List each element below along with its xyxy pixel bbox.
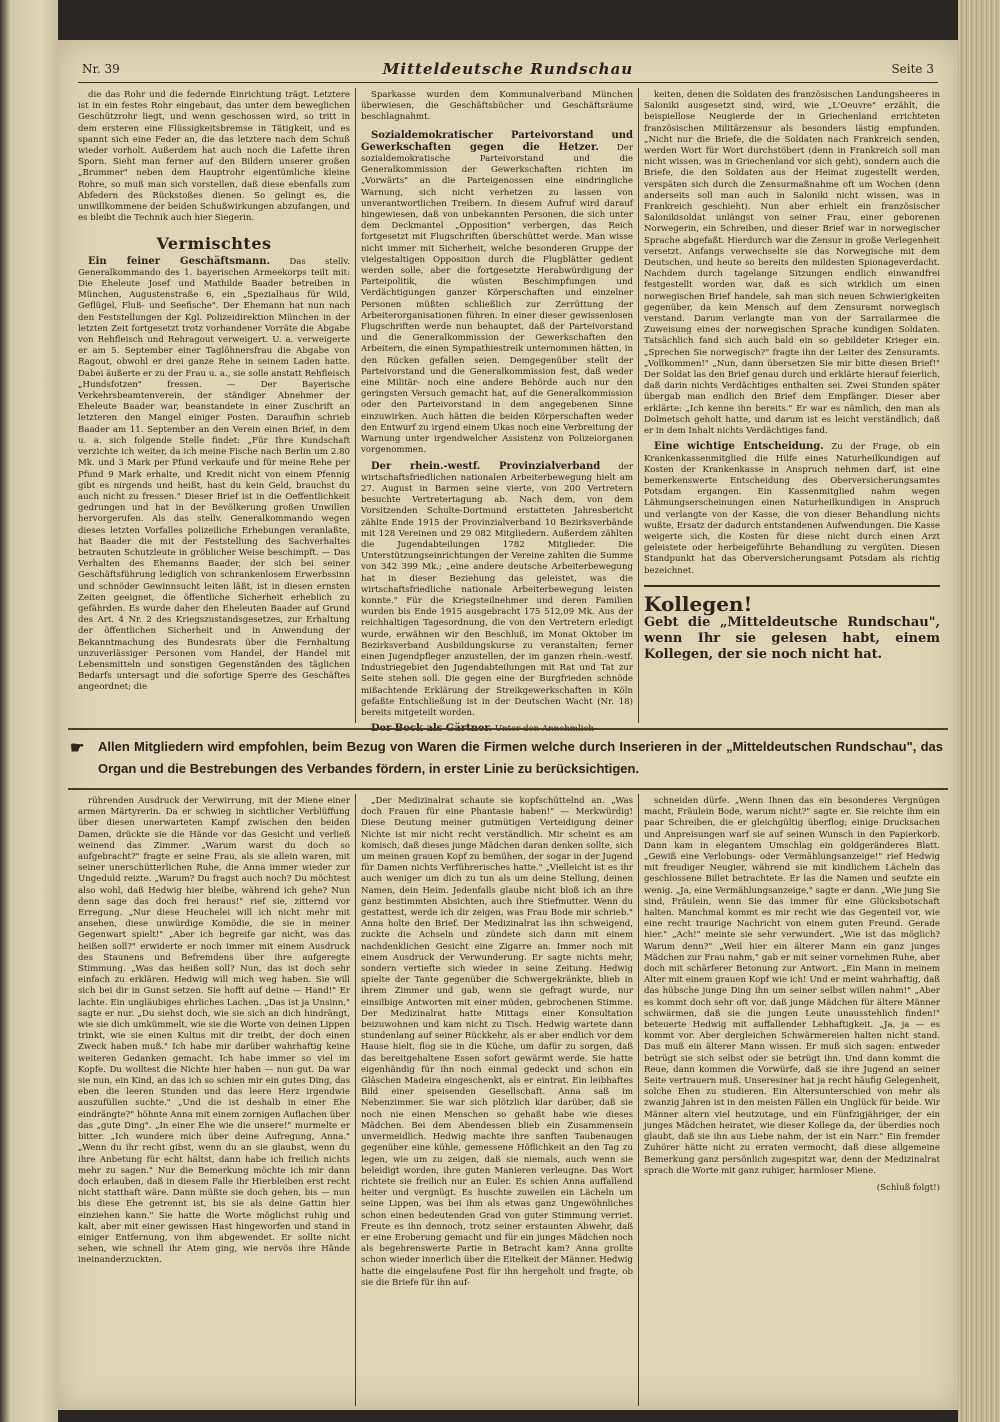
newspaper-page [58, 40, 958, 1410]
top-column-1 [78, 90, 350, 720]
top-column-2 [361, 90, 633, 720]
pointing-hand-icon: ☛ [70, 738, 85, 757]
members-notice-banner [68, 732, 948, 786]
article-heading: Sozialdemokratischer Parteivorstand und Gewerkschaften gegen die Hetzer. [361, 129, 633, 153]
story-text: schneiden dürfe. „Wenn Ihnen das ein besonderes Vergnügen macht, Fräulein Bode, warum nicht?" sagte er. Sie reichte ihm ein paar Schreiben, die er gleichgültig überflog; einige Drucksachen und Anpreisungen warf sie auf seinen Wunsch in den Papierkorb. Dann kam in elegantem Umschlag ein goldgeränderes Blatt. „Gewiß eine Verlobungs- oder Vermählungsanzeige!" rief Hedwig mit freudiger Neugier, während sie mit kindlichem Lächeln das geschlossene Billet betrachtete. Er las die Namen und seufzte ein wenig. „Ja, eine Vermählungsanzeige," sagte er dann. „Wie jung Sie sind, Fräulein, wenn Sie das immer für eine Glücksbotschaft halten. Manchmal kommt es mir recht wie das Gegenteil vor, wie eine recht traurige Nachricht von einem guten Freund. Gerade hier." „Ach!" meinte sie sehr verwundert. „Wie ist das möglich? Warum denn?" „Weil hier ein älterer Mann ein ganz junges Mädchen zur Frau nahm," gab er mit seiner vornehmen Ruhe, aber doch mit schärferer Betonung zur Antwort. „Ein Mann in meinem Alter mit einem grauen Kopf wie ich! Und er meint wahrhaftig, daß das hübsche junge Ding ihn um seiner selbst willen nahm!" „Aber es kommt doch sehr oft vor, daß junge Mädchen für ältere Männer schwärmen, daß sie die jungen Leute unausstehlich finden!" beteuerte Hedwig mit auffallender Lebhaftigkeit. „Ja, ja — es kommt vor. Aber dergleichen Schwärmereien halten nicht stand. Das muß ein älterer Mann wissen. Er muß sich sagen: entweder betrügt sie sich selbst oder sie betrügt ihn. Und dann kommt die Reue, dann kommen die Vorwürfe, daß sie ihre Jugend an seiner Seite vertrauern muß. Unseresiner hat ja recht häufig Gelegenheit, solche Ehen zu studieren. Ein Altersunterschied von mehr als zwanzig Jahren ist in den meisten Fällen ein Unglück für beide. Wir Männer altern viel heutzutage, und ein Fünfzigjähriger, der ein junges Mädchen heiratet, wie dieser Kollege da, der überdies noch glaubt, daß sie ihn aus Liebe nahm, der ist ein Narr." Ein fremder Zuhörer hätte nicht zu erraten vermocht, daß diese allgemeine Bemerkung ganz persönlich zugespitzt war, denn der Medizinalrat sprach die Worte mit ganz ruhiger, harmloser Miene. [644, 796, 941, 1176]
article-continued: Sparkasse wurden dem Kommunalverband München überwiesen, die Geschäftsbücher und Geschäftsräume beschlagnahmt. [361, 90, 633, 123]
kollegen-ad [644, 585, 940, 663]
issue-number: Nr. 39 [82, 62, 120, 76]
story-column-2 [361, 796, 633, 1406]
article-heading: Eine wichtige Entscheidung. [654, 441, 824, 453]
story-column-1 [78, 796, 350, 1406]
right-page-edges [958, 0, 1000, 1422]
masthead-title: Mitteldeutsche Rundschau [382, 60, 634, 78]
ad-text: Gebt die „Mitteldeutsche Rundschau", wenn Ihr sie gelesen habt, einem Kollegen, der sie noch nicht hat. [644, 614, 940, 662]
banner-text: Allen Mitgliedern wird empfohlen, beim Bezug von Waren die Firmen welche durch Inserieren in der „Mitteldeutschen Rundschau", das Organ und die Bestrebungen des Verbandes fördern, in erster Linie zu berücksichtigen. [98, 739, 943, 776]
page-number: Seite 3 [891, 62, 934, 76]
story-text: rührenden Ausdruck der Verwirrung, mit der Miene einer armen Märtyrerin. Da er schwieg in sichtlicher Verblüffung über diesen unerwarteten Kampf zwischen den beiden Damen, drückte sie die Hände vor das Gesicht und verließ weinend das Zimmer. „Warum warst du doch so aufgebracht?" fragte er seine Frau, als sie allein waren, mit seiner unerschütterlichen Ruhe, die Anna immer wieder zur Ungeduld reizte. „Warum? Du fragst auch noch? Du möchtest also wohl, daß Hedwig hier bleibe, während ich gehe? Nun denn sage das doch frei heraus!" rief sie, zitternd vor Erregung. „Nur diese Heuchelei will ich nicht mehr mit ansehen, diese unwürdige Komödie, die sie in meiner Gegenwart spielt!" „Aber ich begreife gar nicht, was das heißen soll?" erwiderte er noch immer mit einem Ausdruck des Staunens und Befremdens über ihre aufgeregte Stimmung. „Was das heißen soll? Nun, das ist doch sehr einfach zu erklären. Hedwig will mich weg haben. Sie will sich bei dir in Gunst setzen. Sie hofft auf deine — Hand!" Er lachte. Ein ungläubiges ehrliches Lachen. „Das ist ja Unsinn," sagte er nur. „Du siehst doch, wie sie sich an dich hindrängt, wie sie dich umkümmelt, wie sie die Worte von deinen Lippen trinkt, wie sie einen Kultus mit dir treibt, der doch einen Zweck haben muß." Ich habe mir darüber wahrhaftig keine weiteren Gedanken gemacht. Ich habe immer so viel im Kopfe. Du wolltest die Nichte hier haben — nun gut. Da war sie nun, ein Kind, an das ich so schien mir ein gutes Ding, das eben die leeren Stunden und das leere Herz irgendwie auszufüllen suchte." „Und die ist deshalb in einer Ehe eindrängte?" höhnte Anna mit einem zornigen Auflachen über das „gute Ding". „In einer Ehe wie die unsere!" murmelte er bitter. „Ich wundere mich über deine Aufregung, Anna." „Wenn du ihr recht gibst, wenn du an sie glaubst, wenn du ihre Anbetung für echt hältst, dann habe ich freilich nichts mehr zu sagen." Nur die Bemerkung möchte ich mir dann doch erlauben, daß in diesem Falle ihr Hierbleiben erst recht nicht statthaft wäre. Dann müßte sie doch gehen, bis — nun bis diese Ehe getrennt ist, bis sie als deine Gattin hier einziehen kann." Sie hatte die Worte möglichst ruhig und kalt, aber mit einer gewissen Hast hingeworfen und stand in einiger Entfernung, von ihm abgewendet. Er sollte nicht sehen, wie schnell ihr Atem ging, wie nervös ihre Hände ineinanderzuckten. [78, 796, 350, 1266]
article-body: Zu der Frage, ob ein Krankenkassenmitglied die Hilfe eines Naturheilkundigen auf Kosten der Krankenkasse in Anspruch nehmen darf, ist eine bemerkenswerte Entscheidung des Oberversicherungsamtes Potsdam ergangen. Ein Kassenmitglied nahm wegen Lähmungserscheinungen einen Naturheilkundigen in Anspruch und verlangte von der Kasse, die von dieser Behandlung nichts wußte, Ersatz der dadurch entstandenen Aufwendungen. Die Kasse weigerte sich, die Kosten für diese nicht durch einen Arzt geleistete oder herbeigeführte Behandlung zu vergüten. Diesen Standpunkt hat das Oberversicherungsamt Potsdam als richtig bezeichnet. [644, 442, 941, 576]
ad-heading: Kollegen! [644, 591, 753, 616]
article-heading: Der rhein.-westf. Provinzialverband [371, 460, 601, 472]
left-page-margin [0, 0, 58, 1422]
top-column-3 [644, 90, 940, 725]
article-body: Das stellv. Generalkommando des 1. bayerischen Armeekorps teilt mit: Die Eheleute Josef und Mathilde Baader betreiben in München, Augustenstraße 6, ein „Spezialhaus für Wild, Geflügel, Fluß- und Seefische". Der Ehemann hat nun nach den Feststellungen der Kgl. Polizeidirektion München in der letzten Zeit fortgesetzt trotz vorhandener Vorräte die Abgabe von Rehfleisch und Rehragout verweigert. U. a. verweigerte er am 5. September einer Taglöhnersfrau die Abgabe von Ragout, obwohl er drei ganze Rehe in seinem Laden hatte. Dabei äußerte er zu der Frau u. a., sie solle anstatt Rehfleisch „Hundsfotzen" fressen. — Der Bayerische Verkehrsbeamtenverein, der ständiger Abnehmer der Eheleute Baader war, beanstandete in einer Zuschrift an letzteren den Mangel einiger Posten. Daraufhin schrieb Baader am 11. September an den Verein einen Brief, in dem u. a. sich folgende Stelle findet: „Für Ihre Kundschaft verzichte ich weiter, da ich meine Fische nach Berlin um 2.80 Mk. und 3 Mark per Pfund verkaufe und für meine Rehe per Pfund 9 Mark erhalte, und Kredit nicht von einem Pfennig gibt es nirgends und heißt, hast du kein Geld, brauchst du auch nicht zu fressen." Dieser Brief ist in die Oeffentlichkeit gedrungen und hat in der Bevölkerung großen Unwillen hervorgerufen. Als das stellv. Generalkommando wegen dieses letzten Vorfalles polizeiliche Erhebungen veranlaßte, hat Baader die mit der Feststellung des Sachverhaltes betrauten Schutzleute in gröblicher Weise beschimpft. — Das Verhalten des Ehemanns Baader, der sich bei seiner Geschäftsführung lediglich von schrankenlosem Erwerbssinn und schnöder Gewinnsucht leiten läßt, ist in diesen ernsten Zeiten geeignet, die öffentliche Sicherheit erheblich zu gefährden. Es wurde daher den Eheleuten Baader auf Grund des Art. 4 Nr. 2 des Kriegszustandsgesetzes, zur Erhaltung der öffentlichen Sicherheit und in Anwendung der Bekanntmachung des Bundesrats über die Fernhaltung unzuverlässiger Personen vom Handel, der Handel mit Lebensmitteln und sonstigen Gegenständen des täglichen Bedarfs untersagt und die sofortige Sperre des Geschäftes angeordnet; die [78, 256, 350, 693]
column-divider [355, 88, 356, 723]
column-divider [638, 794, 639, 1406]
section-title-vermischtes: Vermischtes [156, 234, 272, 254]
banner-top-rule [68, 728, 948, 730]
article-heading: Ein feiner Geschäftsmann. [88, 255, 271, 267]
banner-bottom-rule [68, 788, 948, 790]
article-intro: die das Rohr und die federnde Einrichtung trägt. Letztere ist in ein festes Rohr eingebaut, das unter dem beweglichen Geschützrohr liegt, und wenn geschossen wird, so tritt in dem ersteren eine Flüssigkeitsbremse in Tätigkeit, und es spannt sich eine Feder an, die das letztere nach dem Schuß wieder vorholt. Außerdem hat auch noch die Lafette ihren Sporn. Sieht man ferner auf den Bildern unserer großen „Brummer" neben dem Hauptrohr eigentümliche kleine Rohre, so muß man sich vorstellen, daß diese ebenfalls zum Abfedern des Rückstoßes dienen. So gelingt es, die unwillkommene der beiden Schußwirkungen abzufangen, und es bleibt die Technik auch hier Siegerin. [78, 90, 350, 224]
to-be-continued: (Schluß folgt!) [876, 1182, 940, 1193]
article-body: keiten, denen die Soldaten des französischen Landungsheeres in Saloniki ausgesetzt sind, wird, wie „L'Oeuvre" erzählt, die beispiellose Neugierde der in Griechenland errichteten französischen Militärzensur als besonders lästig empfunden. „Nicht nur die Briefe, die die Soldaten nach Frankreich senden, werden Wort für Wort durchstöbert (denn in Frankreich soll man nicht wissen, was in Griechenland vor sich geht), sondern auch die Briefe, die den Soldaten aus der Heimat zugestellt werden, verspäten sich durch die Zensurmaßnahme oft um Wochen (denn anderseits soll man auch in Saloniki nicht wissen, was in Frankreich geschieht). Nun aber erhielt ein französischer Salonikisoldat unlängst von seiner Frau, einer geborenen Norwegerin, ein Schreiben, und dieser Brief war in norwegischer Sprache abgefaßt. Hierdurch war die Zensur in große Verlegenheit versetzt. Anfangs verwechselte sie das Norwegische mit dem Deutschen, und heute so bereits den mildesten Spionageverdacht. Nachdem durch tagelange Sitzungen endlich einwandfrei festgestellt worden war, daß es sich wirklich um einen norwegischen Brief handele, sah man sich neuen Schwierigkeiten gegenüber, da kein Mensch auf dem Zensuramt norwegisch verstand. Darum verlangte man von der Sarrailarmee die Zuweisung eines der norwegischen Sprache kundigen Soldaten. Tatsächlich fand sich auch bald ein so gebildeter Krieger ein. „Sprechen Sie norwegisch?" fragte ihn der Leiter des Zensuramts. „Vollkommen!" „Nun, dann übersetzen Sie mir bitte diesen Brief!" Der Soldat las den Brief genau durch und erklärte hierauf feierlich, daß darin nichts Verdächtiges enthalten sei. Zwei Stunden später übergab man endlich den Brief dem Empfänger. Dieser aber erklärte: „Ich kenne ihn bereits." Er war es nämlich, den man als Dolmetsch geholt hatte, und darum ist es leicht verständlich, daß er in dem Inhalt nichts Verdächtiges fand. [644, 90, 940, 437]
article-body: der wirtschaftsfriedlichen nationalen Arbeiterbewegung hielt am 27. August in Barmen seine vierte, von 200 Vertretern besuchte Vertretertagung ab. Nach dem, von dem Vorsitzenden Schulte-Dortmund erstatteten Jahresbericht zählte Ende 1915 der Provinzialverband 10 Bezirksverbände mit 128 Vereinen und 29 082 Mitgliedern. Außerdem zählten die Jugendabteilungen 1782 Mitglieder. Die Unterstützungseinrichtungen der Vereine zahlten die Summe von 342 399 Mk.; „eine andere deutsche Arbeiterbewegung hat in dieser Beziehung das geleistet, was die wirtschaftsfriedliche nationale Arbeiterbewegung leisten konnte." Für die Kriegsteilnehmer und deren Familien wurden bis Ende 1915 ausgebracht 175 512,09 Mk. Aus der reichhaltigen Tagesordnung, die von den Vertretern erledigt wurde, erwähnen wir den Beschluß, im Monat Oktober im Bezirksverband Ausbildungskurse zu veranstalten; ferner einen Jugendpfleger anzustellen, der im ganzen rhein.-westf. Industriegebiet den Jugendabteilungen mit Rat und Tat zur Seite stehen soll. Die gegen eine der Burgfrieden schnöde mißachtende Erklärung der Streikgewerkschaften in Köln gefaßte Entschließung ist in der Deutschen Wacht (Nr. 18) bereits mitgeteilt worden. [361, 461, 633, 718]
article-body: Der sozialdemokratische Parteivorstand und die Generalkommission der Gewerkschaften richten im „Vorwärts" an die Parteigenossen eine eindringliche Warnung, sich nicht verhetzen zu lassen von unverantwortlichen Treibern. In diesem Aufruf wird darauf hingewiesen, daß von unbekannten Personen, die sich unter dem Deckmantel „Opposition" verbergen, das Reich fortgesetzt mit Flugschriften überschüttet werde. Man wisse nicht immer mit Sicherheit, welche besonderen Gruppe der vielgestaltigen Opposition durch die Flugblätter gedient werden solle, aber die fortgesetzte Herabwürdigung der Parteipolitik, die wüsten Beschimpfungen und Verdächtigungen ganzer Körperschaften und einzelner Personen müßten schließlich zur Zerrüttung der Arbeiterorganisationen führen. In einer dieser gewissenlosen Flugschriften werde nun behauptet, daß der Parteivorstand und die Generalkommission der Gewerkschaften den Arbeitern, die einen Sympathiestreik unternommen hätten, in den Rücken gefallen seien. Demgegenüber stellt der Parteivorstand und die Generalkommission fest, daß weder eine Militär- noch eine andere Behörde auch nur den geringsten Versuch gemacht hat, auf die Generalkommission oder den Parteivorstand in dem angegebenen Sinne einzuwirken. Auch hätten die beiden Körperschaften weder den Entwurf zu irgend einem Ukas noch eine Verbreitung der Warnung unter irgendwelcher Assistenz von Polizeiorganen vorgenommen. [361, 142, 633, 456]
column-divider [638, 88, 639, 723]
story-text: „Der Medizinalrat schaute sie kopfschüttelnd an. „Was doch Frauen für eine Phantasie haben!" — Merkwürdig! Diese Deutung meiner gutmütigen Verteidigung deiner Nichte ist mir nicht recht verständlich. Mir scheint es am komisch, daß dieses junge Mädchen daran denken sollte, sich um meinen grauen Kopf zu bemühen, der sogar in der Jugend für Damen nichts Verführerisches hatte." „Vielleicht ist es ihr auch weniger um dich zu tun als um deine Stellung, deinen Namen, dein Heim. Jedenfalls glaube nicht bloß ich an ihre ganz bestimmten Absichten, auch ihre Stiefmutter. Wenn du gestattest, werde ich dir zeigen, was Frau Bode mir schrieb." Anna holte den Brief. Der Medizinalrat las ihn schweigend, zuckte die Achseln und zündete sich dann mit einem nachdenklichen Gesicht eine Zigarre an. Immer noch mit einem Ausdruck der Verwunderung. Er sagte nichts mehr, sondern vertiefte sich wieder in seine Zeitung. Hedwig spielte der Tante gegenüber die Schwergekränkte, blieb in ihrem Zimmer und gab, wenn sie gefragt wurde, nur einsilbige Antworten mit einer müden, gebrochenen Stimme. Der Medizinalrat hatte Mittags einer Konsultation beizuwohnen und kam nicht zu Tisch. Hedwig wartete dann stundenlang auf seiner Rückkehr, als er aber endlich vor dem Hause hielt, flog sie in die Küche, um dafür zu sorgen, daß das bereitgehaltene Essen sofort gewärmt werde. Sie hatte eigenhändig für ihn noch einmal gedeckt und schon ein Gläschen Madeira eingeschenkt, als er eintrat. Ein leibhaftes Bild einer speisenden Gesellschaft. Anna saß im Nebenzimmer. Sie war sich plötzlich klar darüber, daß sie noch nie einen Menschen so gehaßt habe wie dieses Mädchen. Bei dem Abendessen blieb ein Zusammensein unvermeidlich. Hedwig machte ihre sanften Taubenaugen gegenüber eine kühle, gemessene Höflichkeit an den Tag zu legen, wie um zu zeigen, daß sie niemals, auch wenn sie beleidigt worden, ihre guten Manieren verleugne. Das Wort richtete sie freilich nur an Euler. Es schien Anna auffallend heiter und vergnügt. Es huschte zuweilen ein Lächeln um seine Lippen, was bei ihm als etwas ganz Ungewöhnliches schon einen bedeutenden Grad von guter Stimmung verriet. Freute es ihn dennoch, trotz seiner erstaunten Abwehr, daß er eine Eroberung gemacht und für ein junges Mädchen noch als begehrenswerte Partie in Betracht kam? Anna grollte schon wieder innerlich über die Eitelkeit der Männer. Hedwig hatte die eingelaufene Post für ihn hergeholt und fragte, ob sie die Briefe für ihn auf- [361, 796, 633, 1288]
column-divider [355, 794, 356, 1406]
story-column-3 [644, 796, 940, 1406]
page-header [78, 60, 938, 83]
